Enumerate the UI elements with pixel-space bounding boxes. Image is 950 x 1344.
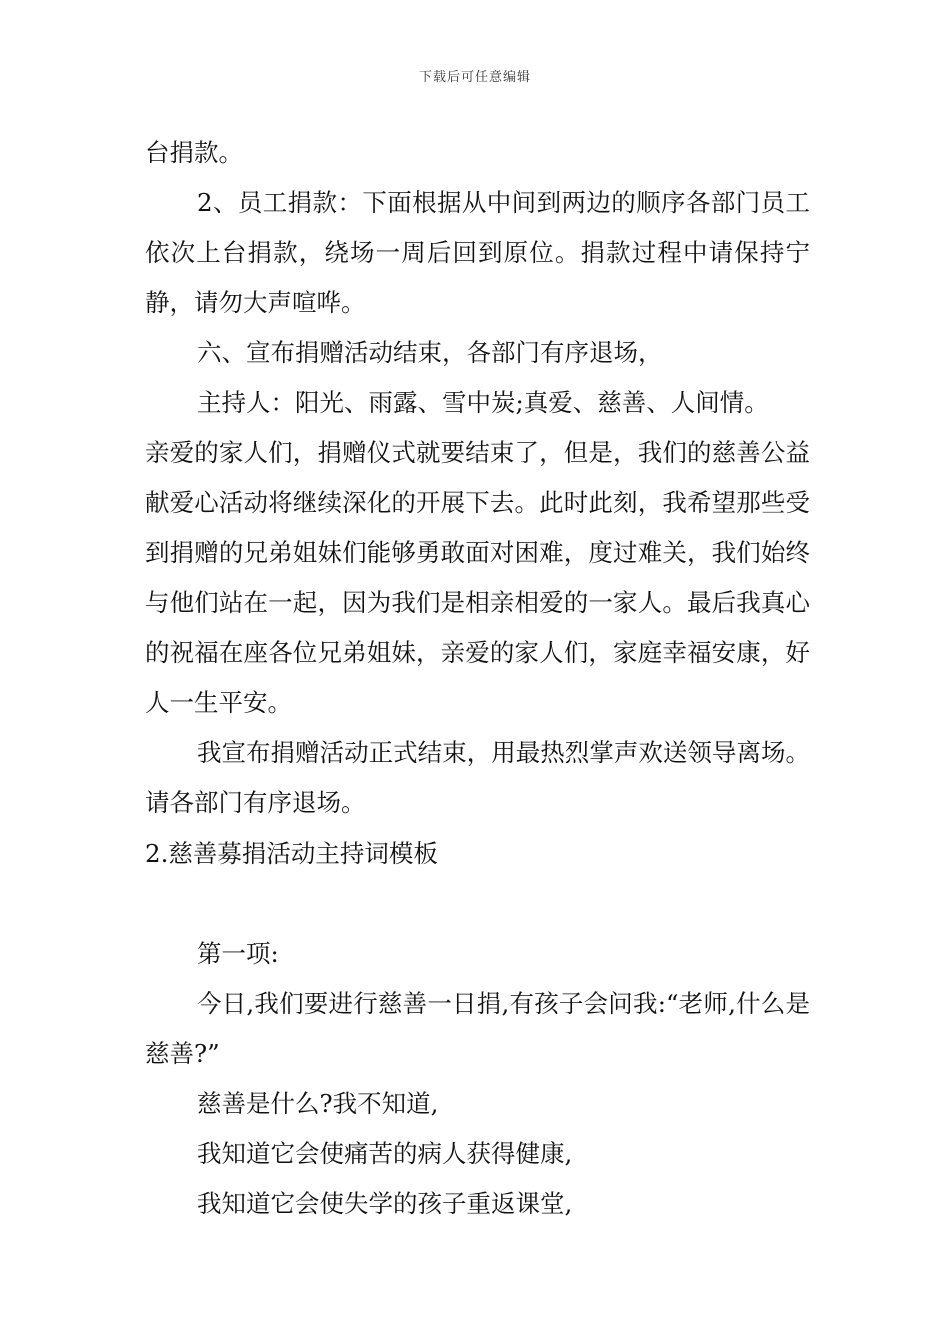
paragraph: 我宣布捐赠活动正式结束，用最热烈掌声欢送领导离场。请各部门有序退场。 — [145, 738, 810, 817]
paragraph: 主持人：阳光、雨露、雪中炭;真爱、慈善、人间情。 — [197, 388, 769, 417]
paragraph: 六、宣布捐赠活动结束，各部门有序退场， — [197, 338, 663, 367]
paragraph: 2、员工捐款：下面根据从中间到两边的顺序各部门员工依次上台捐款，绕场一周后回到原位。捐款过程中请保持宁静，请勿大声喧哗。 — [145, 188, 810, 317]
blank-line — [145, 879, 810, 929]
page-header-note: 下载后可任意编辑 — [418, 70, 531, 85]
paragraph: 第一项: — [197, 939, 279, 968]
paragraph: 慈善是什么?我不知道, — [197, 1089, 439, 1118]
paragraph: 台捐款。 — [145, 138, 243, 167]
paragraph: 今日,我们要进行慈善一日捐,有孩子会问我:“老师,什么是慈善?” — [145, 989, 810, 1068]
paragraph: 我知道它会使痛苦的病人获得健康, — [197, 1139, 573, 1168]
document-body — [145, 128, 810, 1229]
paragraph: 亲爱的家人们，捐赠仪式就要结束了，但是，我们的慈善公益献爱心活动将继续深化的开展下去。此时此刻，我希望那些受到捐赠的兄弟姐妹们能够勇敢面对困难，度过难关，我们始终与他们站在一起，因为我们是相亲相爱的一家人。最后我真心的祝福在座各位兄弟姐妹，亲爱的家人们，家庭幸福安康，好人一生平安。 — [145, 438, 810, 717]
section-title: 2.慈善募捐活动主持词模板 — [145, 839, 438, 868]
paragraph: 我知道它会使失学的孩子重返课堂, — [197, 1189, 573, 1218]
